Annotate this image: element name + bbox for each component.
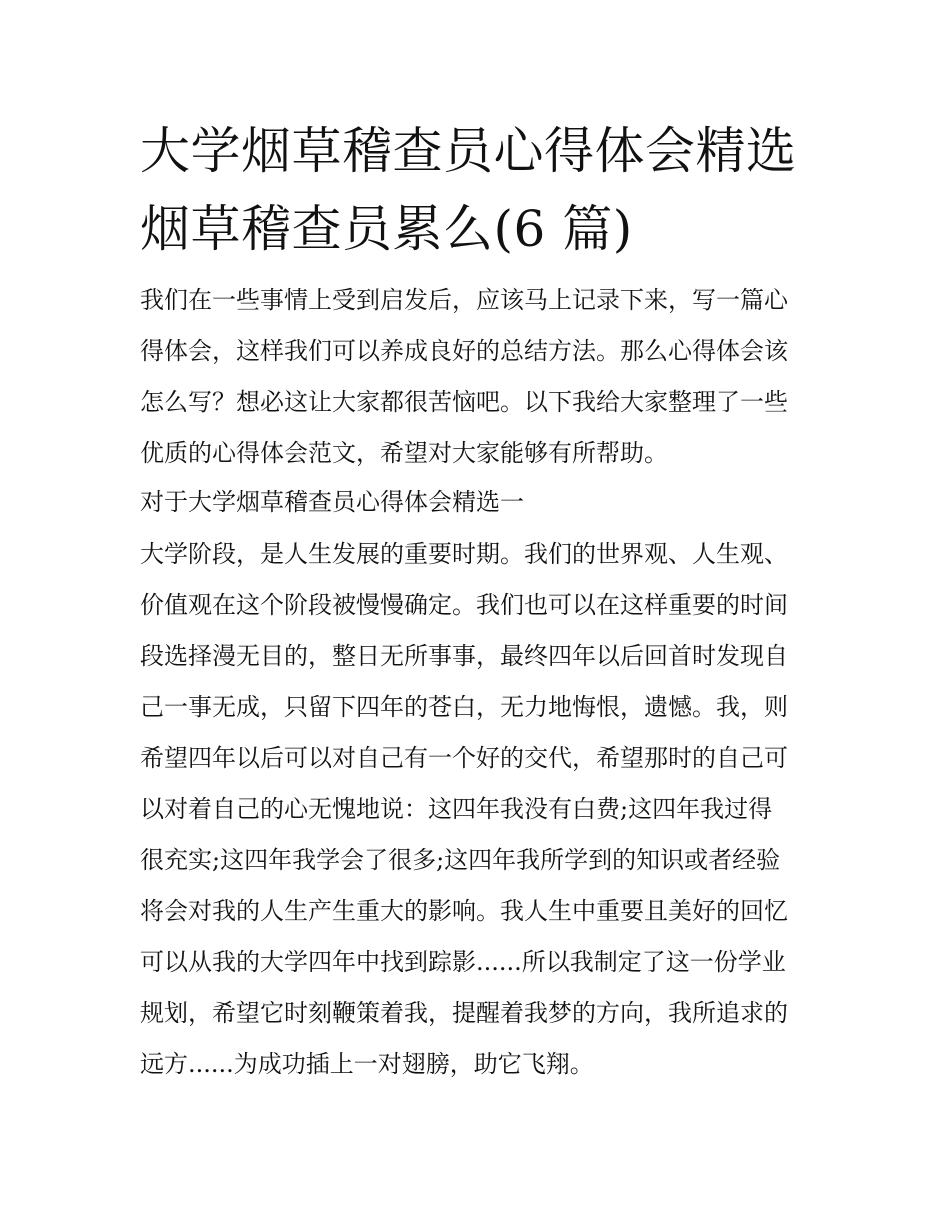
section-line-9: 可以从我的大学四年中找到踪影......所以我制定了这一份学业 xyxy=(140,948,786,976)
section-line-11: 远方......为成功插上一对翅膀，助它飞翔。 xyxy=(140,1050,594,1078)
section-line-7: 很充实;这四年我学会了很多;这四年我所学到的知识或者经验 xyxy=(140,846,781,874)
section-line-8: 将会对我的人生产生重大的影响。我人生中重要且美好的回忆 xyxy=(140,897,788,925)
title-line-2: 烟草稽查员累么(6 篇) xyxy=(140,200,633,258)
section-line-5: 希望四年以后可以对自己有一个好的交代，希望那时的自己可 xyxy=(140,744,788,772)
section-line-10: 规划，希望它时刻鞭策着我，提醒着我梦的方向，我所追求的 xyxy=(140,999,788,1027)
intro-line-2: 得体会，这样我们可以养成良好的总结方法。那么心得体会该 xyxy=(140,337,788,365)
title-line-1: 大学烟草稽查员心得体会精选 xyxy=(140,122,797,180)
section-line-1: 大学阶段，是人生发展的重要时期。我们的世界观、人生观、 xyxy=(140,540,788,568)
section-line-4: 己一事无成，只留下四年的苍白，无力地悔恨，遗憾。我，则 xyxy=(140,693,788,721)
intro-line-4: 优质的心得体会范文，希望对大家能够有所帮助。 xyxy=(140,439,668,467)
section-line-6: 以对着自己的心无愧地说：这四年我没有白费;这四年我过得 xyxy=(140,795,773,823)
intro-line-1: 我们在一些事情上受到启发后，应该马上记录下来，写一篇心 xyxy=(140,286,788,314)
section-heading: 对于大学烟草稽查员心得体会精选一 xyxy=(140,488,524,516)
document-title xyxy=(140,112,820,268)
section-line-2: 价值观在这个阶段被慢慢确定。我们也可以在这样重要的时间 xyxy=(140,591,788,619)
section-line-3: 段选择漫无目的，整日无所事事，最终四年以后回首时发现自 xyxy=(140,642,788,670)
intro-line-3: 怎么写？想必这让大家都很苦恼吧。以下我给大家整理了一些 xyxy=(140,388,788,416)
